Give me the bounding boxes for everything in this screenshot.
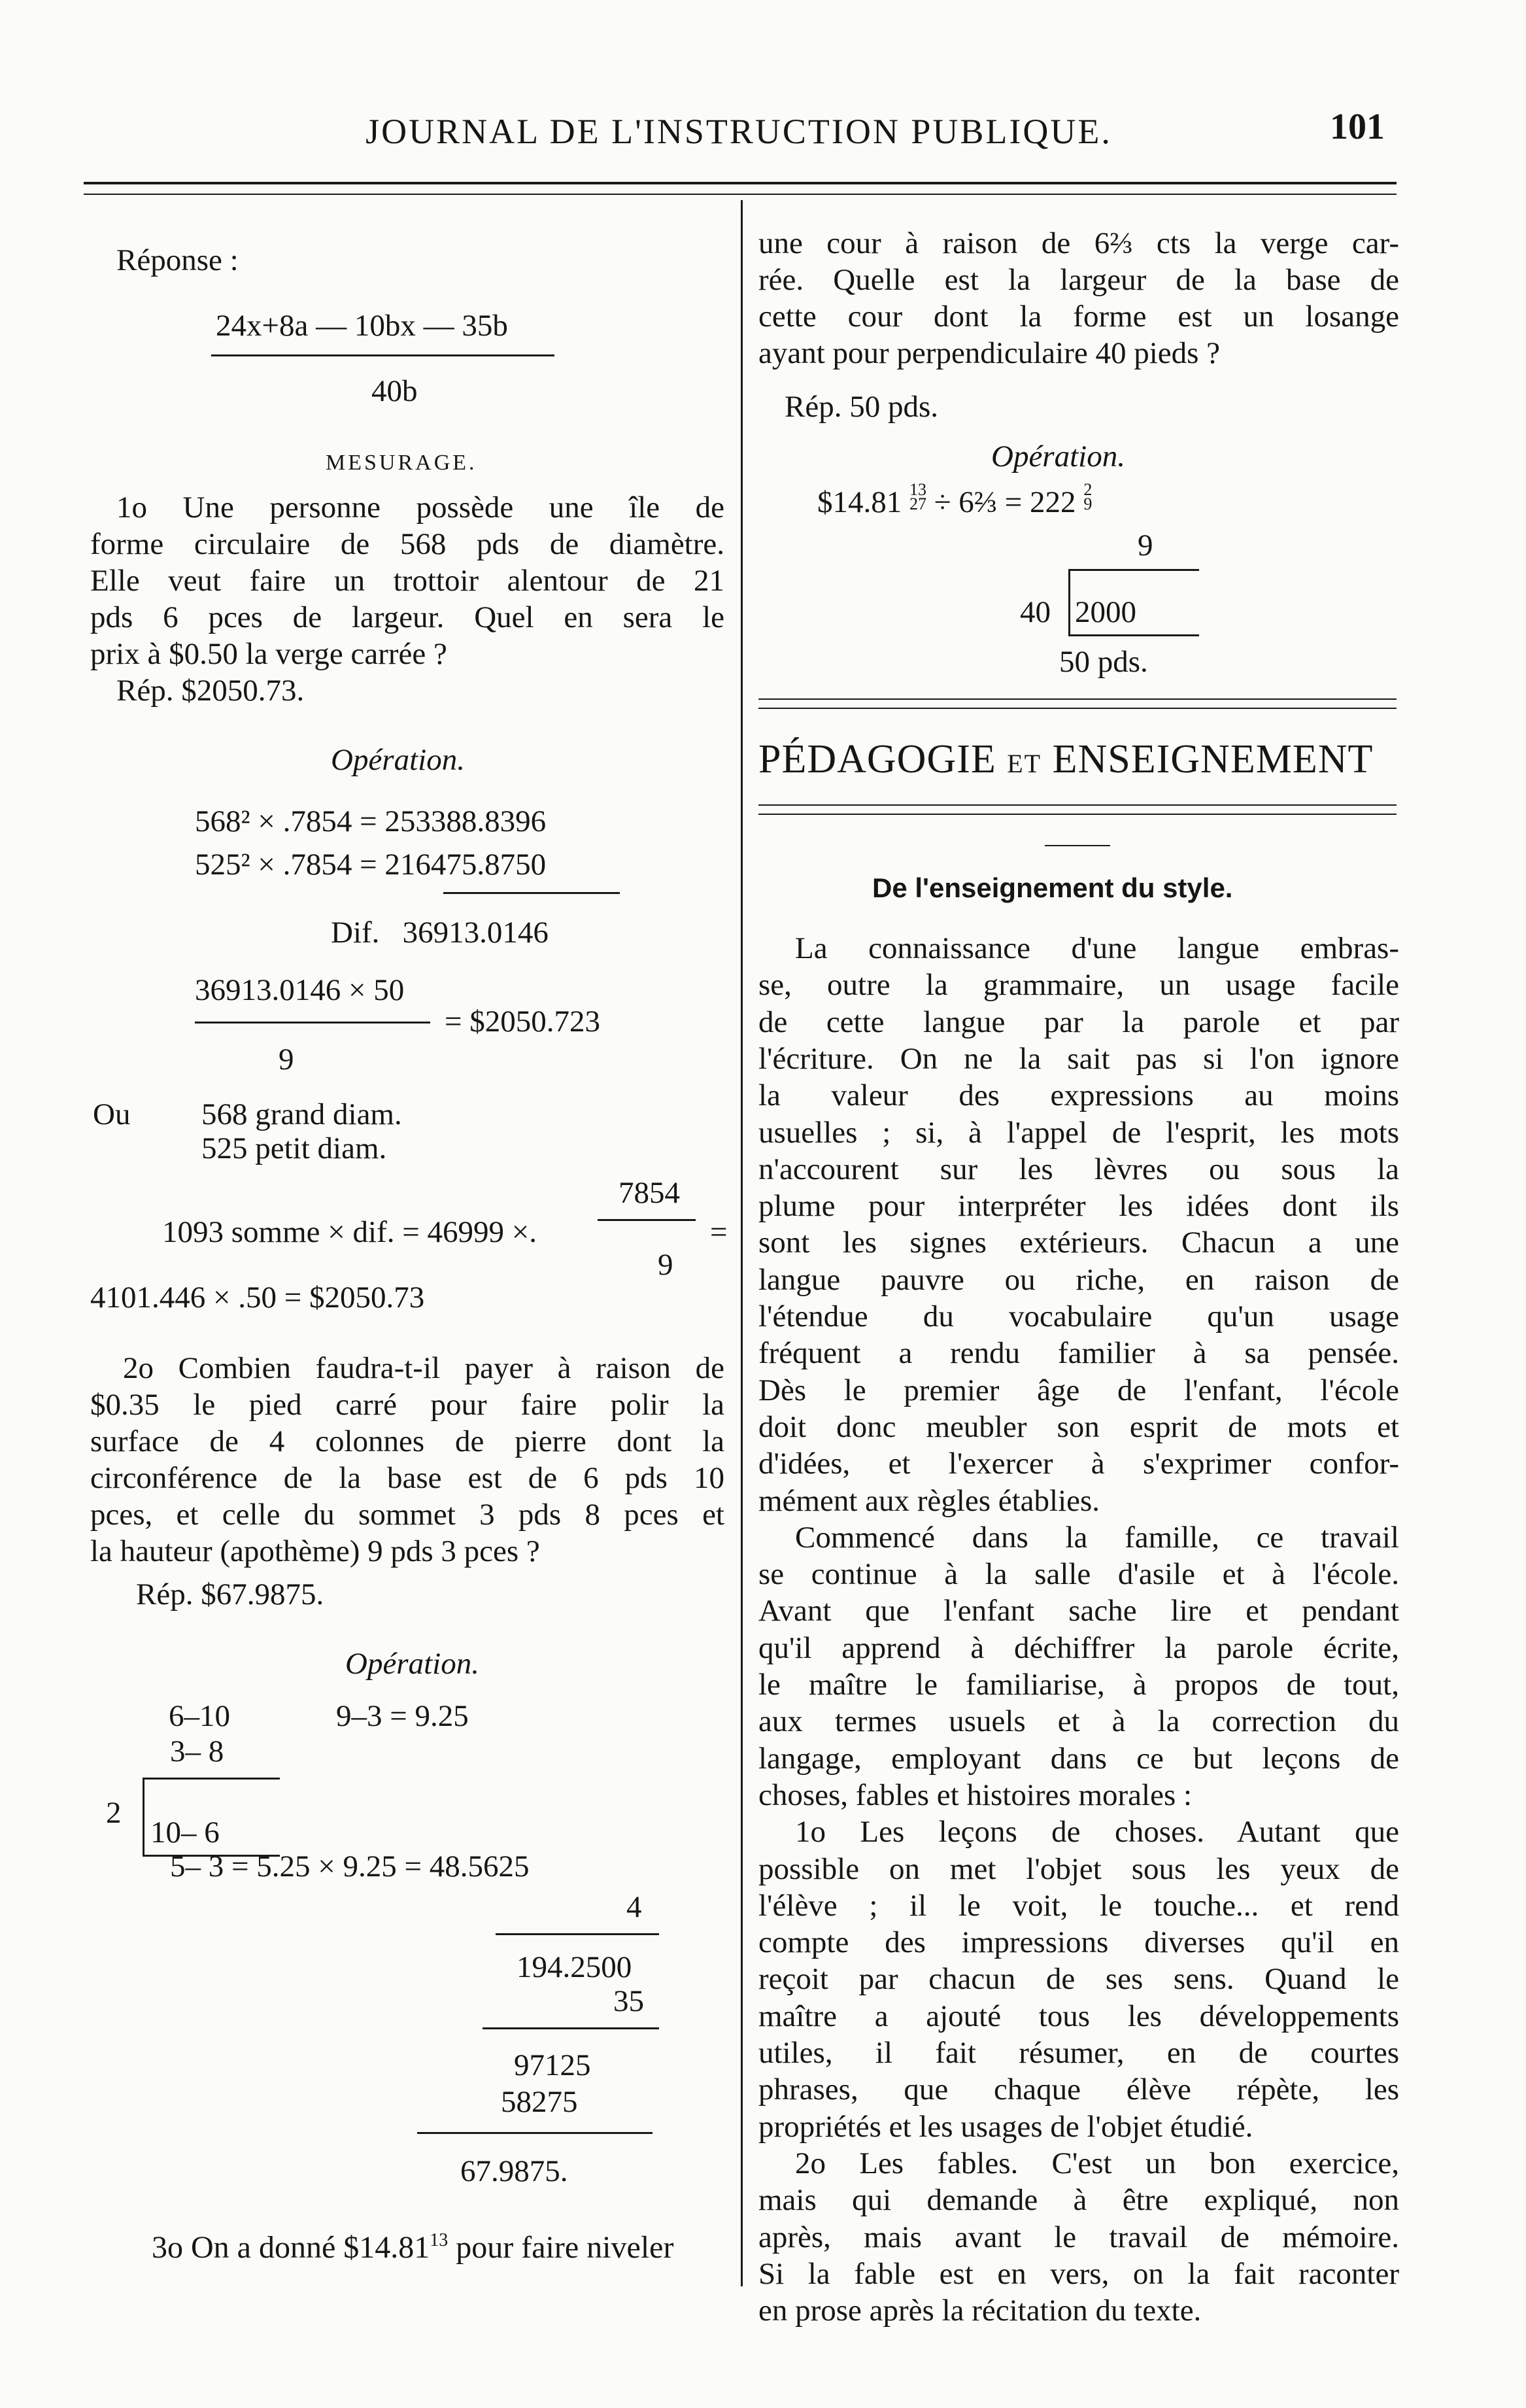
article-line: La connaissance d'une langue embras-: [795, 931, 1399, 965]
article-line: l'élève ; il le voit, le touche... et rend: [758, 1888, 1399, 1923]
problem-2-line: pces, et celle du sommet 3 pds 8 pces et: [90, 1498, 724, 1532]
article-line: possible on met l'objet sous les yeux de: [758, 1851, 1399, 1886]
header-rule-thin: [84, 194, 1397, 195]
article-line: aux termes usuels et à la correction du: [758, 1704, 1399, 1739]
article-line: en prose après la récitation du texte.: [758, 2294, 1202, 2328]
operation-line: 568² × .7854 = 253388.8396: [195, 804, 547, 838]
section-rule: [758, 698, 1397, 700]
article-line: l'étendue du vocabulaire qu'un usage: [758, 1299, 1399, 1333]
page-number: 101: [1330, 107, 1385, 147]
article-line: Dès le premier âge de l'enfant, l'école: [758, 1373, 1399, 1407]
article-line: langage, employant dans ce but leçons de: [758, 1741, 1399, 1776]
operation-line: 525² × .7854 = 216475.8750: [195, 848, 547, 882]
fraction-bar: [211, 354, 554, 356]
fraction-bar: [598, 1219, 696, 1221]
article-line: le maître le familiarise, à propos de tout,: [758, 1668, 1399, 1702]
problem-2-line: 2o Combien faudra-t-il payer à raison de: [123, 1351, 724, 1385]
problem-2-line: $0.35 le pied carré pour faire polir la: [90, 1388, 724, 1422]
product: 194.2500: [517, 1950, 632, 1984]
problem-3-start: 3o On a donné $14.81$^{13}$ pour faire niveler: [152, 2230, 674, 2265]
multiplier: 35: [613, 1984, 644, 2018]
article-line: n'accourent sur les lèvres ou sous la: [758, 1152, 1399, 1186]
divisor: 2: [106, 1796, 122, 1830]
petit-diametre: 525 petit diam.: [201, 1131, 387, 1165]
fraction-numerator: 36913.0146 × 50: [195, 973, 405, 1007]
ornament-rule: [1045, 845, 1110, 846]
problem-3-line: ayant pour perpendiculaire 40 pieds ?: [758, 336, 1221, 370]
article-line: la valeur des expressions au moins: [758, 1078, 1399, 1113]
section-rule: [758, 708, 1397, 709]
dividend: 2000: [1075, 595, 1136, 629]
article-line: phrases, que chaque élève répète, les: [758, 2073, 1399, 2107]
problem-2-line: la hauteur (apothème) 9 pds 3 pces ?: [90, 1534, 540, 1568]
division-bar: [1068, 569, 1199, 571]
fraction-numerator: 7854: [619, 1176, 680, 1210]
divisor: 40: [1020, 595, 1051, 629]
section-rule: [758, 814, 1397, 815]
article-line: usuelles ; si, à l'appel de l'esprit, les mots: [758, 1115, 1399, 1150]
article-line: sont les signes extérieurs. Chacun a une: [758, 1226, 1399, 1260]
problem-1-line: forme circulaire de 568 pds de diamètre.: [90, 527, 724, 561]
operation-line: $14.81 13 27 ÷ 6⅔ = 222 2 9: [817, 480, 1093, 519]
problem-2-answer: Rép. $67.9875.: [136, 1577, 324, 1611]
article-line: reçoit par chacun de ses sens. Quand le: [758, 1962, 1399, 1997]
problem-2-line: surface de 4 colonnes de pierre dont la: [90, 1424, 724, 1458]
article-line: après, mais avant le travail de mémoire.: [758, 2220, 1399, 2254]
problem-1-line: prix à $0.50 la verge carrée ?: [90, 637, 447, 671]
operation-heading: Opération.: [991, 439, 1125, 473]
operation-line: 3– 8: [170, 1734, 224, 1768]
article-line: utiles, il fait résumer, en de courtes: [758, 2036, 1399, 2070]
operation-line: 6–10: [169, 1699, 230, 1733]
problem-2-line: circonférence de la base est de 6 pds 10: [90, 1461, 724, 1495]
fraction-denominator: 9: [279, 1042, 294, 1076]
article-line: se continue à la salle d'asile et à l'école.: [758, 1557, 1399, 1592]
article-line: Avant que l'enfant sache lire et pendant: [758, 1594, 1399, 1628]
article-line: plume pour interpréter les idées dont ils: [758, 1189, 1399, 1224]
article-line: 1o Les leçons de choses. Autant que: [795, 1815, 1399, 1849]
difference-line: Dif. 36913.0146: [331, 916, 549, 950]
operation-line: 9–3 = 9.25: [336, 1699, 469, 1733]
reponse-numerator: 24x+8a — 10bx — 35b: [216, 309, 508, 343]
article-line: Commencé dans la famille, ce travail: [795, 1520, 1399, 1555]
operation-line: 5– 3 = 5.25 × 9.25 = 48.5625: [170, 1849, 530, 1883]
article-line: fréquent a rendu familier à sa pensée.: [758, 1336, 1399, 1371]
article-line: compte des impressions diverses qu'il en: [758, 1925, 1399, 1960]
article-line: d'idées, et l'exercer à s'exprimer confor-: [758, 1447, 1399, 1481]
multiplication-bar: [496, 1933, 659, 1935]
somme-line: 1093 somme × dif. = 46999 ×.: [162, 1215, 537, 1249]
article-line: maître a ajouté tous les développements: [758, 1999, 1399, 2033]
division-bracket: [1068, 569, 1070, 634]
grand-diametre: 568 grand diam.: [201, 1097, 402, 1131]
problem-3-line: cette cour dont la forme est un losange: [758, 300, 1399, 334]
division-bracket: [143, 1778, 144, 1856]
quotient: 50 pds.: [1059, 645, 1148, 679]
equals-sign: =: [710, 1215, 728, 1249]
multiplier: 4: [626, 1890, 642, 1924]
article-line: de cette langue par la parole et par: [758, 1005, 1399, 1039]
reponse-denominator: 40b: [371, 374, 418, 408]
problem-3-line: rée. Quelle est la largeur de la base de: [758, 263, 1399, 297]
total: 67.9875.: [460, 2154, 568, 2188]
header-rule: [84, 182, 1397, 184]
section-title: PÉDAGOGIE ET ENSEIGNEMENT: [758, 737, 1374, 782]
running-head: JOURNAL DE L'INSTRUCTION PUBLIQUE.: [365, 112, 1112, 151]
problem-1-line: 1o Une personne possède une île de: [116, 490, 724, 525]
partial-product: 97125: [514, 2048, 591, 2082]
problem-3-line: une cour à raison de 6⅔ cts la verge car-: [758, 226, 1399, 260]
article-line: Si la fable est en vers, on la fait raconter: [758, 2256, 1399, 2291]
article-line: doit donc meubler son esprit de mots et: [758, 1409, 1399, 1444]
article-line: choses, fables et histoires morales :: [758, 1778, 1193, 1812]
article-line: 2o Les fables. C'est un bon exercice,: [795, 2146, 1399, 2180]
article-line: mément aux règles établies.: [758, 1483, 1100, 1518]
multiplication-bar: [483, 2027, 659, 2029]
subtraction-bar: [443, 892, 620, 894]
ou-label: Ou: [93, 1097, 131, 1131]
mesurage-heading: MESURAGE.: [326, 451, 477, 475]
reponse-label: Réponse :: [116, 243, 239, 277]
fraction-denominator: 9: [658, 1248, 673, 1282]
operation-line: 10– 6: [150, 1815, 220, 1849]
article-line: se, outre la grammaire, un usage facile: [758, 968, 1399, 1003]
problem-1-line: pds 6 pces de largeur. Quel en sera le: [90, 600, 724, 634]
fraction-result: = $2050.723: [445, 1005, 601, 1039]
partial-product: 58275: [501, 2085, 578, 2119]
division-bar: [1068, 634, 1199, 636]
fraction-bar: [195, 1022, 430, 1023]
article-line: qu'il apprend à déchiffrer la parole écrite,: [758, 1630, 1399, 1665]
problem-3-answer: Rép. 50 pds.: [785, 390, 938, 424]
section-rule: [758, 804, 1397, 806]
article-title: De l'enseignement du style.: [872, 872, 1233, 903]
article-line: l'écriture. On ne la sait pas si l'on ignore: [758, 1041, 1399, 1076]
operation-heading: Opération.: [331, 743, 465, 777]
article-line: propriétés et les usages de l'objet étudié.: [758, 2109, 1253, 2144]
divisor: 9: [1138, 528, 1153, 562]
addition-bar: [143, 1778, 280, 1780]
problem-1-answer: Rép. $2050.73.: [116, 674, 305, 708]
problem-1-line: Elle veut faire un trottoir alentour de 21: [90, 564, 724, 598]
final-result: 4101.446 × .50 = $2050.73: [90, 1281, 425, 1315]
operation-heading: Opération.: [345, 1647, 479, 1681]
article-line: langue pauvre ou riche, en raison de: [758, 1262, 1399, 1297]
article-line: mais qui demande à être expliqué, non: [758, 2183, 1399, 2218]
column-divider: [741, 200, 743, 2286]
sum-bar: [417, 2132, 653, 2134]
